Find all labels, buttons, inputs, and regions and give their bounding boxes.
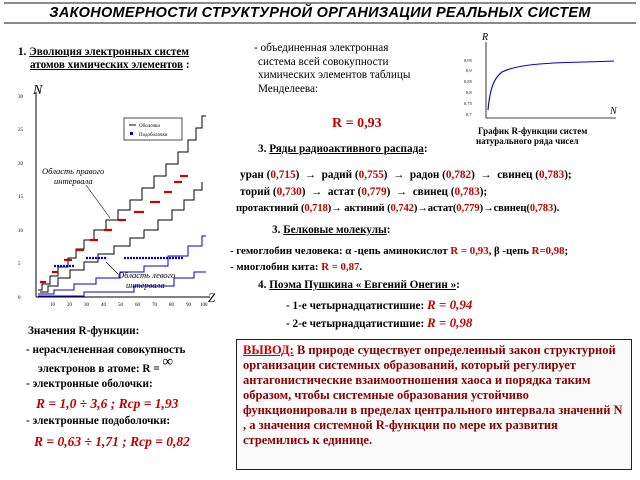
r-values-item1b [38,354,174,377]
right-region-label-2: интервала [54,176,93,186]
decay-element: актиний [344,203,385,214]
section1-heading [18,46,189,58]
pushkin-item-1-label: - 1-е четырнадцатистишие: [286,300,425,312]
protein-heading-colon: : [386,224,391,236]
decay-value: 0,783 [539,169,565,181]
pushkin-heading-colon: : [456,279,460,291]
left-region-label-1: Область левого [118,270,176,280]
decay-element: радий [321,169,353,181]
whale-line [230,261,362,273]
r-chart-caption-2: натурального ряда чисел [476,136,579,146]
legend-subshells-swatch [130,132,133,135]
x-tick-100: 100 [200,303,208,308]
y-tick-10: 10 [18,229,23,234]
hemoglobin-mid: , β -цепь [488,245,529,257]
hemoglobin-end: ; [564,245,569,257]
y-tick-15: 15 [18,195,23,200]
mendeleev-line-3: химических элементов таблицы [258,69,411,81]
decay-value: 0,742 [390,203,414,214]
decay-value: 0,779 [361,186,387,198]
section1-title-line2: атомов химических элементов [30,59,184,71]
section1-title-line1: Эволюция электронных систем [29,46,189,58]
left-region-label-2: интервала [126,280,165,290]
decay-value: 0,783 [529,203,554,214]
blue-subshell-marks [54,258,184,266]
legend-subshells-label: Подоболочки [139,133,168,138]
shells-r-avg: Rср = 1,93 [118,396,179,411]
x-tick-30: 30 [84,303,89,308]
decay-element: астат [327,186,355,198]
right-region-pointer [86,185,110,218]
mendeleev-line-1: - объединенная электронная [254,42,389,54]
r-chart-ylabel: R [482,32,489,43]
decay-heading [258,143,428,155]
right-region-label-1: Область правого [42,166,105,176]
protein-heading [272,224,391,236]
decay-element: радон [409,169,440,181]
section1-number: 1. [18,46,27,58]
r-function-chart [454,30,634,150]
y-tick-30: 30 [18,95,23,100]
section1-colon: : [183,59,190,71]
decay-heading-colon: : [423,143,428,155]
protein-heading-number: 3. [272,224,281,236]
r-tick-085: 0,85 [464,79,472,84]
r-tick-09: 0,9 [466,68,472,73]
pushkin-heading-title: Поэма Пушкина « Евгений Онегин » [269,279,457,291]
x-tick-20: 20 [67,303,72,308]
hemoglobin-alpha-r: R = 0,93 [450,245,489,257]
decay-element: торий [240,186,271,198]
pushkin-item-2-label: - 2-е четырнадцатистишие: [286,318,425,330]
x-tick-70: 70 [152,303,157,308]
pushkin-item-1 [286,297,472,313]
decay-value: 0,755 [358,169,384,181]
y-axis-label: N [33,83,43,98]
conclusion-label: ВЫВОД: [243,343,294,357]
decay-heading-number: 3. [258,143,267,155]
decay-element: уран [240,169,264,181]
decay-element: свинец [412,186,448,198]
r-tick-095: 0,95 [464,58,472,63]
mendeleev-line-4: Менделеева: [258,82,319,95]
decay-value: 0,783 [454,186,480,198]
decay-value: 0,730 [276,186,302,198]
r-values-item2: - электронные оболочки: [26,378,153,390]
subshells-r-range: R = 0,63 ÷ 1,71 ; [34,434,127,449]
r-tick-08: 0,8 [466,90,472,95]
r-tick-075: 0,75 [464,101,472,106]
decay-value: 0,779 [456,203,480,214]
r-values-item3: - электронные подоболочки: [26,415,171,427]
r-chart-xlabel: N [610,106,617,117]
y-tick-25: 25 [18,128,23,133]
whale-r: R = 0,87 [321,261,360,273]
legend-shells-label: Оболочки [139,124,161,129]
pushkin-heading [258,279,460,291]
mendeleev-block [254,42,410,96]
pushkin-item-2-value: R = 0,98 [427,315,473,330]
x-tick-90: 90 [186,303,191,308]
mendeleev-line-2: система всей совокупности [258,55,389,68]
subshells-r-avg: Rср = 0,82 [130,434,190,449]
pushkin-heading-number: 4. [258,279,267,291]
r-tick-07: 0,7 [466,112,472,117]
shells-staircase-outer [38,116,206,290]
x-tick-50: 50 [118,303,123,308]
x-tick-60: 60 [135,303,140,308]
r-values-heading: Значения R-функции: [28,325,140,337]
r-values-item1b-text: электронов в атоме: R = [38,363,160,375]
infinity-symbol: ∞ [162,354,174,370]
r-values-item1a: - нерасчлененная совокупность [26,344,186,356]
conclusion-box [236,339,632,470]
left-region-pointer [106,262,118,274]
r-chart-caption-1: График R-функции систем [478,126,588,136]
whale-prefix: - миоглобин кита: [230,261,319,273]
x-tick-40: 40 [101,303,106,308]
hemoglobin-beta-r: R=0,98 [531,245,565,257]
decay-row-protactinium: протактиний (0,718)→ актиний (0,742)→астат(0,779)→свинец(0,783). [236,203,560,214]
hemoglobin-prefix: - гемоглобин человека: α -цепь аминокислот [230,245,448,257]
decay-element: свинец [497,169,533,181]
r-values-item3-values [34,434,190,450]
whale-end: . [359,261,363,273]
hemoglobin-line [230,245,568,257]
decay-element: астат [427,203,453,214]
y-tick-20: 20 [18,162,23,167]
r-function-curve [488,61,614,110]
y-tick-5: 5 [18,262,21,267]
r-values-item2-values [36,396,178,412]
decay-value: 0,782 [445,169,472,181]
mendeleev-r-value: R = 0,93 [332,116,382,131]
decay-element: протактиний [236,203,299,214]
section1-heading-line2 [30,59,190,71]
conclusion-text: В природе существует определенный закон структурной организации системных образований, который регулирует антагонистические взаимоотношения хаоса и порядка таким образом, чтобы системные образования устойчиво функционировали в пределах центрального интервала значений N , а значения системной R-функции по мере их развития стремились к единице. [243,343,623,447]
decay-element: свинец [493,203,527,214]
pushkin-item-1-value: R = 0,94 [427,297,473,312]
shells-r-range: R = 1,0 ÷ 3,6 ; [36,396,116,411]
x-tick-80: 80 [169,303,174,308]
decay-heading-title: Ряды радиоактивного распада [269,143,424,155]
decay-row-uranium: уран (0,715) → радий (0,755) → радон (0,782) → свинец (0,783); [240,169,572,181]
pushkin-item-2 [286,315,472,331]
decay-value: 0,718 [304,203,328,214]
decay-value: 0,715 [270,169,296,181]
electron-evolution-chart [14,78,228,308]
page-title: ЗАКОНОМЕРНОСТИ СТРУКТУРНОЙ ОРГАНИЗАЦИИ РЕАЛЬНЫХ СИСТЕМ [4,2,636,24]
x-tick-10: 10 [50,303,55,308]
x-axis-label: Z [208,290,216,305]
decay-row-thorium: торий (0,730) → астат (0,779) → свинец (0,783); [240,186,488,198]
protein-heading-title: Белковые молекулы [283,224,387,236]
y-tick-0: 0 [18,296,21,301]
